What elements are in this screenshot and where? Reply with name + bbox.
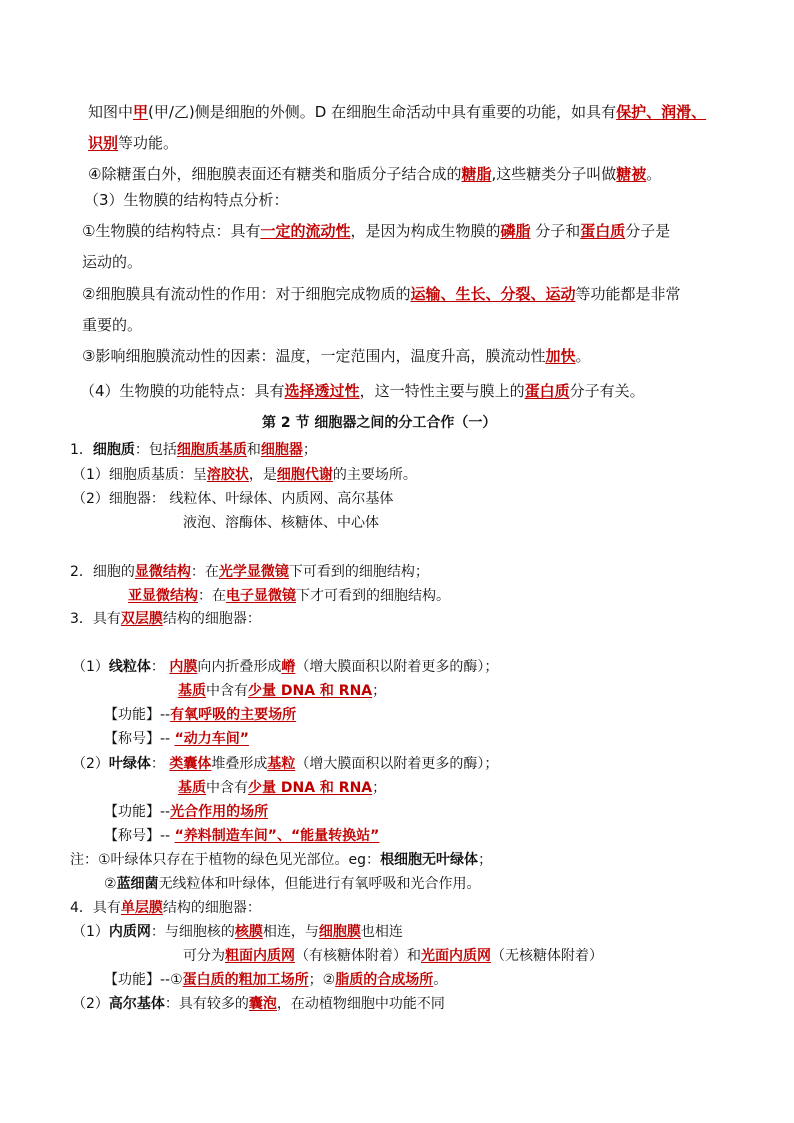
- text-segment: 向内折叠形成: [197, 659, 282, 675]
- text-segment: 知图中: [88, 103, 134, 121]
- highlighted-term: 囊泡: [248, 996, 277, 1012]
- highlighted-term: 一定的流动性: [260, 222, 351, 240]
- highlighted-term: “动力车间”: [174, 731, 249, 747]
- text-segment: 结构的细胞器：: [162, 900, 261, 916]
- text-segment: ：具有较多的: [164, 996, 249, 1012]
- text-line-33: [72, 994, 445, 1014]
- highlighted-term: 粗面内质网: [225, 948, 295, 964]
- highlighted-term: 基质: [178, 683, 206, 699]
- text-segment: (甲/乙)侧是细胞的外侧。D 在细胞生命活动中具有重要的功能，如具有: [148, 103, 617, 121]
- text-line-21: [104, 705, 296, 725]
- text-line-15: [183, 513, 379, 533]
- text-segment: （4）生物膜的功能特点：具有: [80, 382, 285, 400]
- text-segment: （无核糖体附着）: [491, 948, 603, 964]
- text-segment: 4．具有: [70, 900, 121, 916]
- highlighted-term: 光面内质网: [421, 948, 491, 964]
- text-line-19: [72, 657, 498, 677]
- text-line-20: [178, 681, 386, 701]
- highlighted-term: 加快: [545, 347, 576, 365]
- text-line-9: [82, 346, 590, 366]
- text-segment: 结构的细胞器：: [162, 611, 261, 627]
- text-line-26: [104, 826, 379, 846]
- text-line-25: [104, 802, 268, 822]
- text-segment: 等功能。: [118, 134, 179, 152]
- text-line-13: [72, 465, 417, 485]
- text-line-11: [262, 413, 496, 433]
- text-line-10: [80, 381, 645, 401]
- text-segment: 液泡、溶酶体、核糖体、中心体: [183, 515, 379, 531]
- highlighted-term: 蛋白质: [524, 382, 570, 400]
- bold-term: 线粒体: [108, 659, 151, 675]
- text-segment: ：: [150, 659, 170, 675]
- highlighted-term: 内膜: [169, 659, 198, 675]
- highlighted-term: 细胞质基质: [176, 442, 247, 458]
- text-segment: ；②: [308, 972, 336, 988]
- text-segment: ①生物膜的结构特点：具有: [82, 222, 261, 240]
- highlighted-term: 亚显微结构: [128, 588, 198, 604]
- text-segment: 中含有: [206, 683, 248, 699]
- highlighted-term: 类囊体: [169, 756, 212, 772]
- text-segment: ，这一特性主要与膜上的: [359, 382, 525, 400]
- highlighted-term: 嵴: [281, 659, 296, 675]
- text-segment: （2）: [72, 756, 109, 772]
- text-segment: 下才可看到的细胞结构。: [296, 588, 450, 604]
- text-segment: 堆叠形成: [211, 756, 268, 772]
- text-line-32: [104, 970, 447, 990]
- text-segment: 等功能都是非常: [575, 285, 681, 303]
- text-segment: 2．细胞的: [70, 564, 135, 580]
- highlighted-term: 光学显微镜: [218, 564, 289, 580]
- text-line-4: [84, 190, 289, 210]
- text-segment: （2）: [72, 996, 109, 1012]
- text-segment: ②细胞膜具有流动性的作用：对于细胞完成物质的: [82, 285, 411, 303]
- text-line-14: [72, 489, 393, 509]
- highlighted-term: 细胞器: [260, 442, 303, 458]
- highlighted-term: 磷脂: [500, 222, 531, 240]
- highlighted-term: 有氧呼吸的主要场所: [170, 707, 297, 723]
- text-segment: ,这些糖类分子叫做: [491, 165, 617, 183]
- highlighted-term: 蛋白质: [580, 222, 626, 240]
- text-segment: ④除糖蛋白外，细胞膜表面还有糖类和脂质分子结合成的: [88, 165, 462, 183]
- text-segment: 运动的。: [82, 253, 143, 271]
- text-segment: （增大膜面积以附着更多的酶）；: [295, 659, 499, 675]
- highlighted-term: 运输、生长、分裂、运动: [410, 285, 576, 303]
- text-line-24: [178, 778, 386, 798]
- text-line-8: [82, 315, 142, 335]
- text-line-6: [82, 252, 142, 272]
- highlighted-term: 糖被: [616, 165, 647, 183]
- text-line-29: [70, 898, 261, 918]
- text-segment: （1）: [72, 924, 109, 940]
- text-segment: ；: [302, 442, 317, 458]
- text-segment: ：在: [198, 588, 226, 604]
- highlighted-term: 识别: [88, 134, 119, 152]
- bold-term: 蓝细菌: [116, 876, 159, 892]
- text-segment: 【功能】--: [104, 804, 171, 820]
- text-segment: 的主要场所。: [332, 467, 417, 483]
- bold-term: 内质网: [108, 924, 151, 940]
- highlighted-term: 细胞代谢: [276, 467, 333, 483]
- text-segment: 下可看到的细胞结构；: [288, 564, 429, 580]
- text-line-7: [82, 284, 680, 304]
- highlighted-term: 核膜: [234, 924, 263, 940]
- text-segment: 【称号】--: [104, 828, 175, 844]
- bold-term: 高尔基体: [108, 996, 165, 1012]
- text-segment: ；: [372, 683, 387, 699]
- highlighted-term: 双层膜: [120, 611, 163, 627]
- bold-term: 细胞质: [92, 442, 135, 458]
- text-line-16: [70, 562, 429, 582]
- text-segment: ，在动植物细胞中功能不同: [276, 996, 445, 1012]
- text-segment: ：与细胞核的: [150, 924, 235, 940]
- text-line-27: [70, 850, 492, 870]
- text-line-17: [128, 586, 450, 606]
- text-segment: ：在: [190, 564, 219, 580]
- text-segment: 【功能】--: [104, 707, 171, 723]
- highlighted-term: 基质: [178, 780, 206, 796]
- text-segment: 【称号】--: [104, 731, 175, 747]
- text-segment: ②: [104, 876, 117, 892]
- text-segment: 注：①叶绿体只存在于植物的绿色见光部位。eg：: [70, 852, 381, 868]
- text-line-31: [183, 946, 603, 966]
- bold-term: 根细胞无叶绿体: [380, 852, 479, 868]
- text-segment: 分子和: [530, 222, 581, 240]
- text-line-1: [88, 102, 706, 122]
- text-segment: 【功能】--①: [104, 972, 183, 988]
- text-segment: 重要的。: [82, 316, 143, 334]
- text-segment: ，是: [248, 467, 277, 483]
- bold-term: 第 2 节 细胞器之间的分工合作（一）: [262, 415, 497, 431]
- text-segment: 。: [433, 972, 448, 988]
- text-segment: 1．: [70, 442, 93, 458]
- text-line-23: [72, 754, 498, 774]
- bold-term: 叶绿体: [108, 756, 151, 772]
- text-line-22: [104, 729, 249, 749]
- text-segment: 和: [246, 442, 261, 458]
- text-segment: 中含有: [206, 780, 248, 796]
- highlighted-term: 蛋白质的粗加工场所: [182, 972, 309, 988]
- text-segment: （3）生物膜的结构特点分析：: [84, 191, 289, 209]
- text-segment: 分子是: [625, 222, 671, 240]
- highlighted-term: 基粒: [267, 756, 296, 772]
- text-segment: 可分为: [183, 948, 225, 964]
- highlighted-term: 保护、润滑、: [616, 103, 707, 121]
- text-line-2: [88, 133, 178, 153]
- text-segment: （有核糖体附着）和: [295, 948, 421, 964]
- text-segment: 3．具有: [70, 611, 121, 627]
- text-line-18: [70, 609, 261, 629]
- text-segment: （1）细胞质基质：呈: [72, 467, 207, 483]
- text-segment: ：: [150, 756, 170, 772]
- text-segment: 分子有关。: [569, 382, 645, 400]
- text-line-5: [82, 221, 670, 241]
- highlighted-term: 少量 DNA 和 RNA: [248, 780, 373, 796]
- text-segment: 相连，与: [262, 924, 319, 940]
- text-segment: （2）细胞器： 线粒体、叶绿体、内质网、高尔基体: [72, 491, 394, 507]
- text-segment: （1）: [72, 659, 109, 675]
- highlighted-term: 电子显微镜: [226, 588, 296, 604]
- text-segment: 。: [646, 165, 662, 183]
- text-line-28: [104, 874, 481, 894]
- text-line-12: [70, 440, 317, 460]
- highlighted-term: 选择透过性: [284, 382, 360, 400]
- highlighted-term: 甲: [133, 103, 149, 121]
- highlighted-term: 光合作用的场所: [170, 804, 269, 820]
- text-segment: ，是因为构成生物膜的: [350, 222, 501, 240]
- highlighted-term: 显微结构: [134, 564, 191, 580]
- text-segment: 无线粒体和叶绿体，但能进行有氧呼吸和光合作用。: [158, 876, 481, 892]
- highlighted-term: 单层膜: [120, 900, 163, 916]
- highlighted-term: 脂质的合成场所: [335, 972, 434, 988]
- text-segment: ；: [478, 852, 493, 868]
- highlighted-term: “养料制造车间”、“能量转换站”: [174, 828, 380, 844]
- text-line-3: [88, 164, 661, 184]
- text-segment: 也相连: [360, 924, 403, 940]
- text-segment: ：包括: [134, 442, 177, 458]
- highlighted-term: 细胞膜: [318, 924, 361, 940]
- highlighted-term: 溶胶状: [206, 467, 249, 483]
- text-segment: ③影响细胞膜流动性的因素：温度，一定范围内，温度升高，膜流动性: [82, 347, 546, 365]
- highlighted-term: 少量 DNA 和 RNA: [248, 683, 373, 699]
- text-line-30: [72, 922, 403, 942]
- highlighted-term: 糖脂: [461, 165, 492, 183]
- text-segment: ；: [372, 780, 387, 796]
- text-segment: 。: [575, 347, 591, 365]
- text-segment: （增大膜面积以附着更多的酶）；: [295, 756, 499, 772]
